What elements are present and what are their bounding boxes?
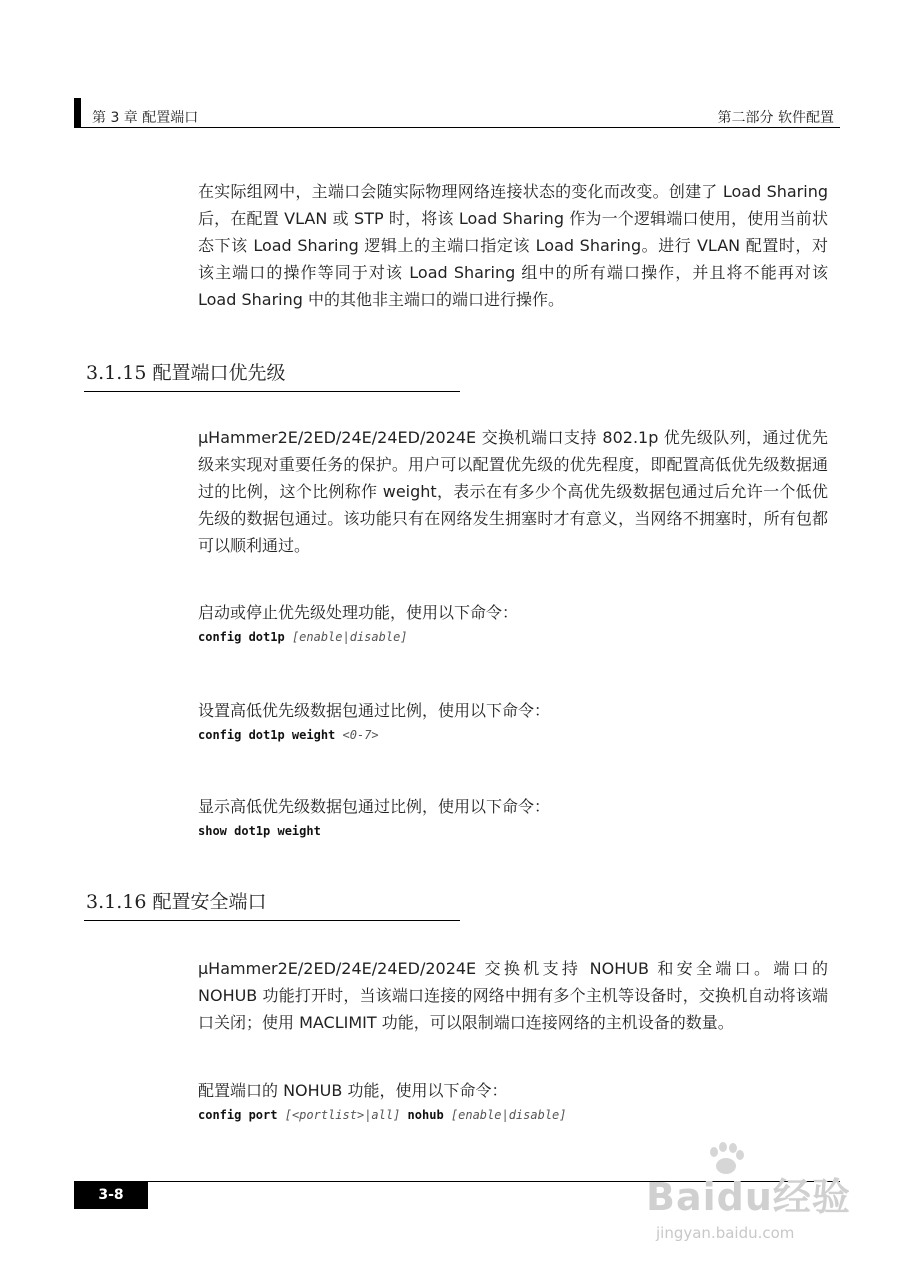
section-title: 3.1.16 配置安全端口 [86,891,267,913]
command-block [198,796,838,838]
command-code [198,1108,838,1122]
command-keyword: config port [198,1108,278,1122]
command-description: 启动或停止优先级处理功能，使用以下命令： [198,603,519,622]
command-keyword: config dot1p weight [198,728,336,742]
command-description: 配置端口的 NOHUB 功能，使用以下命令： [198,1081,508,1100]
section-title: 3.1.15 配置端口优先级 [86,362,286,384]
watermark-logo-text: Baidu经验 [646,1175,851,1219]
command-argument: [enable|disable] [450,1108,567,1122]
section-heading-port-priority [84,358,460,392]
page-number: 3-8 [74,1181,148,1209]
baidu-watermark [640,1140,870,1260]
intro-paragraph: 在实际组网中，主端口会随实际物理网络连接状态的变化而改变。创建了 Load Sharing 后，在配置 VLAN 或 STP 时，将该 Load Sharing 作为一个逻辑端口使用，使用当前状态下该 Load Sharing 逻辑上的主端口指定该 Load Sharing。进行 VLAN 配置时，对该主端口的操作等同于对该 Load Sharing 组中的所有端口操作，并且将不能再对该 Load Sharing 中的其他非主端口的端口进行操作。 [198,182,828,309]
section-heading-secure-port [84,887,460,921]
secure-port-paragraph: μHammer2E/2ED/24E/24ED/2024E 交换机支持 NOHUB 和安全端口。端口的 NOHUB 功能打开时，当该端口连接的网络中拥有多个主机等设备时，交换机自动将该端口关闭；使用 MACLIMIT 功能，可以限制端口连接网络的主机设备的数量。 [198,959,828,1032]
command-code [198,824,838,838]
watermark-url: jingyan.baidu.com [656,1224,795,1242]
command-argument: <0-7> [342,728,379,742]
command-keyword: show dot1p weight [198,824,321,838]
header-bar [74,98,81,128]
command-keyword: config dot1p [198,630,285,644]
command-block [198,1080,838,1122]
command-description: 设置高低优先级数据包通过比例，使用以下命令： [198,701,551,720]
command-argument: [<portlist>|all] [284,1108,401,1122]
section-rule [84,391,460,392]
command-keyword: nohub [407,1108,444,1122]
command-description: 显示高低优先级数据包通过比例，使用以下命令： [198,797,551,816]
command-code [198,728,838,742]
command-argument: [enable|disable] [291,630,408,644]
header-rule [81,127,840,128]
command-block [198,700,838,742]
chapter-title: 第 3 章 配置端口 [92,110,199,126]
command-block [198,602,838,644]
section-rule [84,920,460,921]
port-priority-paragraph: μHammer2E/2ED/24E/24ED/2024E 交换机端口支持 802.1p 优先级队列，通过优先级来实现对重要任务的保护。用户可以配置优先级的优先程度，即配置高低优先级数据通过的比例，这个比例称作 weight，表示在有多少个高优先级数据包通过后允许一个低优先级的数据包通过。该功能只有在网络发生拥塞时才有意义，当网络不拥塞时，所有包都可以顺利通过。 [198,428,828,555]
page-header [74,98,840,128]
command-code [198,630,838,644]
part-title: 第二部分 软件配置 [717,110,834,126]
